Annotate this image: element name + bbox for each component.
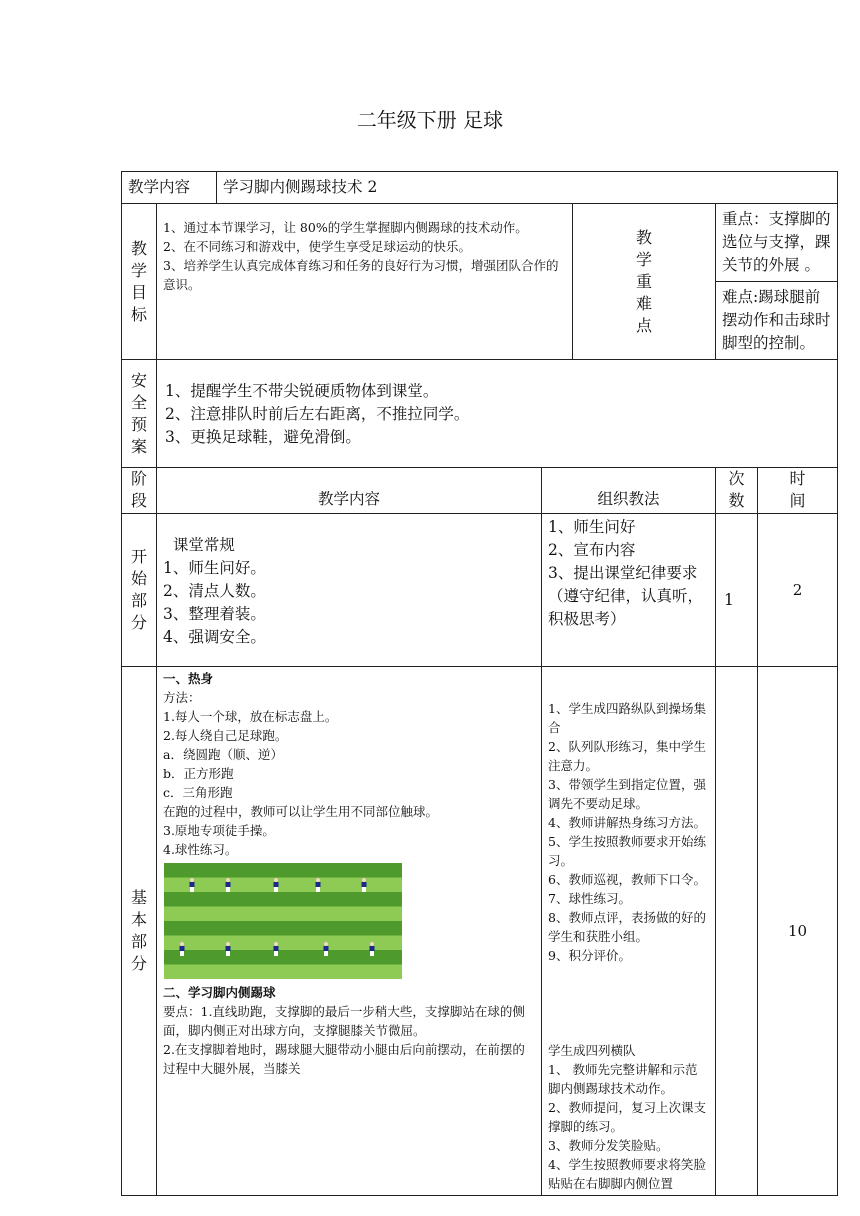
method-line-2: 4、学生按照教师要求将笑脸贴贴在右脚脚内侧位置 — [548, 1157, 706, 1191]
warmup-line: 在跑的过程中，教师可以让学生用不同部位触球。 — [163, 804, 439, 819]
objectives-label-char: 目 — [131, 282, 148, 302]
start-content — [157, 514, 542, 667]
keypoints-label-char: 重 — [636, 271, 653, 291]
keypoints-label-char: 点 — [636, 315, 653, 335]
start-method-line: （遵守纪律，认真听，积极思考） — [548, 587, 704, 628]
col-stage-char: 段 — [131, 491, 148, 510]
key-point: 重点：支撑脚的选位与支撑，踝关节的外展 。 — [716, 204, 838, 282]
safety-item-2: 2、注意排队时前后左右距离，不推拉同学。 — [165, 405, 470, 423]
objective-1: 1、通过本节课学习，让 80%的学生掌握脚内侧踢球的技术动作。 — [163, 220, 528, 235]
objectives-label-char: 学 — [131, 260, 148, 280]
warmup-line: 2.每人绕自己足球跑。 — [163, 728, 288, 743]
col-duration-char: 时 — [789, 469, 806, 488]
method-line: 1、学生成四路纵队到操场集合 — [548, 701, 706, 735]
grass-stripe — [164, 921, 402, 936]
method-line: 4、教师讲解热身练习方法。 — [548, 815, 706, 830]
grass-stripe — [164, 907, 402, 922]
page-title: 二年级下册 足球 — [356, 108, 504, 132]
start-content-line: 3、整理着装。 — [163, 605, 266, 623]
grass-stripe — [164, 936, 402, 951]
objective-3: 3、培养学生认真完成体育练习和任务的良好行为习惯，增强团队合作的意识。 — [163, 258, 559, 292]
method-line: 7、球性练习。 — [548, 891, 631, 906]
start-method-line: 3、提出课堂纪律要求 — [548, 564, 698, 582]
keypoints-label-char: 教 — [636, 227, 653, 247]
col-times-char: 数 — [728, 491, 745, 510]
warmup-line: 3.原地专项徒手操。 — [163, 823, 275, 838]
objectives-label — [122, 204, 157, 360]
lesson-plan-table — [121, 171, 838, 1196]
start-content-line: 课堂常规 — [163, 536, 235, 554]
col-times-header — [716, 468, 758, 514]
safety-label-char: 全 — [131, 392, 148, 412]
start-label-char: 部 — [131, 591, 148, 610]
player-figure — [370, 942, 375, 956]
col-duration-char: 间 — [789, 491, 806, 510]
basic-label-char: 部 — [131, 932, 148, 951]
start-label-char: 始 — [131, 569, 148, 588]
warmup-line: 1.每人一个球，放在标志盘上。 — [163, 709, 338, 724]
objectives-label-char: 标 — [131, 304, 148, 324]
player-figure — [274, 878, 279, 892]
start-label-char: 开 — [131, 547, 148, 566]
method-line: 2、队列队形练习，集中学生注意力。 — [548, 739, 706, 773]
col-times-char: 次 — [728, 469, 745, 488]
player-figure — [190, 878, 195, 892]
content-value: 学习脚内侧踢球技术 2 — [217, 172, 838, 204]
basic-duration: 10 — [758, 667, 838, 1196]
start-content-line: 2、清点人数。 — [163, 582, 266, 600]
safety-label — [122, 360, 157, 468]
method-line: 6、教师巡视，教师下口令。 — [548, 872, 706, 887]
objectives-label-char: 教 — [131, 238, 148, 258]
method-line-2: 学生成四列横队 — [548, 1043, 636, 1058]
player-figure — [226, 942, 231, 956]
basic-label-char: 基 — [131, 888, 148, 907]
content-label: 教学内容 — [122, 172, 217, 204]
basic-section-label — [122, 667, 157, 1196]
method-line-2: 3、教师分发笑脸贴。 — [548, 1138, 669, 1153]
method-line: 3、带领学生到指定位置，强调先不要动足球。 — [548, 777, 706, 811]
warmup-line: 4.球性练习。 — [163, 842, 238, 857]
grass-stripe — [164, 950, 402, 965]
col-content-header: 教学内容 — [157, 468, 542, 514]
col-stage-char: 阶 — [131, 469, 148, 488]
basic-method — [542, 667, 716, 1196]
start-section-label — [122, 514, 157, 667]
method-line: 8、教师点评，表扬做的好的学生和获胜小组。 — [548, 910, 706, 944]
keypoints-label — [573, 204, 716, 360]
start-duration: 2 — [758, 514, 838, 667]
soccer-field-photo — [164, 863, 402, 979]
warmup-heading: 一、热身 — [163, 671, 214, 686]
grass-stripe — [164, 965, 402, 980]
safety-cell — [157, 360, 838, 468]
start-content-line: 4、强调安全。 — [163, 628, 266, 646]
safety-item-3: 3、更换足球鞋，避免滑倒。 — [165, 428, 361, 446]
method-line: 9、积分评价。 — [548, 948, 631, 963]
player-figure — [362, 878, 367, 892]
player-figure — [180, 942, 185, 956]
player-figure — [226, 878, 231, 892]
warmup-line: a．绕圆跑（顺、逆） — [163, 747, 283, 762]
kick-heading: 二、学习脚内侧踢球 — [163, 985, 276, 1000]
player-figure — [274, 942, 279, 956]
method-line: 5、学生按照教师要求开始练习。 — [548, 834, 706, 868]
objectives-cell — [157, 204, 573, 360]
col-stage-header — [122, 468, 157, 514]
start-method-line: 1、师生问好 — [548, 518, 636, 536]
col-method-header: 组织教法 — [542, 468, 716, 514]
start-content-line: 1、师生问好。 — [163, 559, 266, 577]
safety-label-char: 安 — [131, 370, 148, 390]
col-duration-header — [758, 468, 838, 514]
basic-times — [716, 667, 758, 1196]
warmup-line: 方法： — [163, 690, 201, 705]
warmup-line: c．三角形跑 — [163, 785, 233, 800]
basic-content — [157, 667, 542, 1196]
player-figure — [324, 942, 329, 956]
start-times: 1 — [716, 514, 758, 667]
kick-line: 要点：1.直线助跑，支撑脚的最后一步稍大些，支撑脚站在球的侧面，脚内侧正对出球方向，支撑腿膝关节微屈。 — [163, 1004, 525, 1038]
basic-label-char: 本 — [131, 910, 148, 929]
keypoints-label-char: 学 — [636, 249, 653, 269]
kick-line: 2.在支撑脚着地时，踢球腿大腿带动小腿由后向前摆动，在前摆的过程中大腿外展，当膝关 — [163, 1042, 525, 1076]
grass-stripe — [164, 892, 402, 907]
grass-stripe — [164, 863, 402, 878]
method-line-2: 2、教师提问，复习上次课支撑脚的练习。 — [548, 1100, 706, 1134]
safety-label-char: 预 — [131, 414, 148, 434]
start-method — [542, 514, 716, 667]
player-figure — [316, 878, 321, 892]
objective-2: 2、在不同练习和游戏中，使学生享受足球运动的快乐。 — [163, 239, 471, 254]
difficulty: 难点:踢球腿前摆动作和击球时脚型的控制。 — [716, 282, 838, 360]
method-line-2: 1、 教师先完整讲解和示范脚内侧踢球技术动作。 — [548, 1062, 698, 1096]
basic-label-char: 分 — [131, 954, 148, 973]
start-label-char: 分 — [131, 613, 148, 632]
safety-item-1: 1、提醒学生不带尖锐硬质物体到课堂。 — [165, 382, 439, 400]
warmup-line: b．正方形跑 — [163, 766, 234, 781]
start-method-line: 2、宣布内容 — [548, 541, 636, 559]
safety-label-char: 案 — [131, 436, 148, 456]
keypoints-label-char: 难 — [636, 293, 653, 313]
